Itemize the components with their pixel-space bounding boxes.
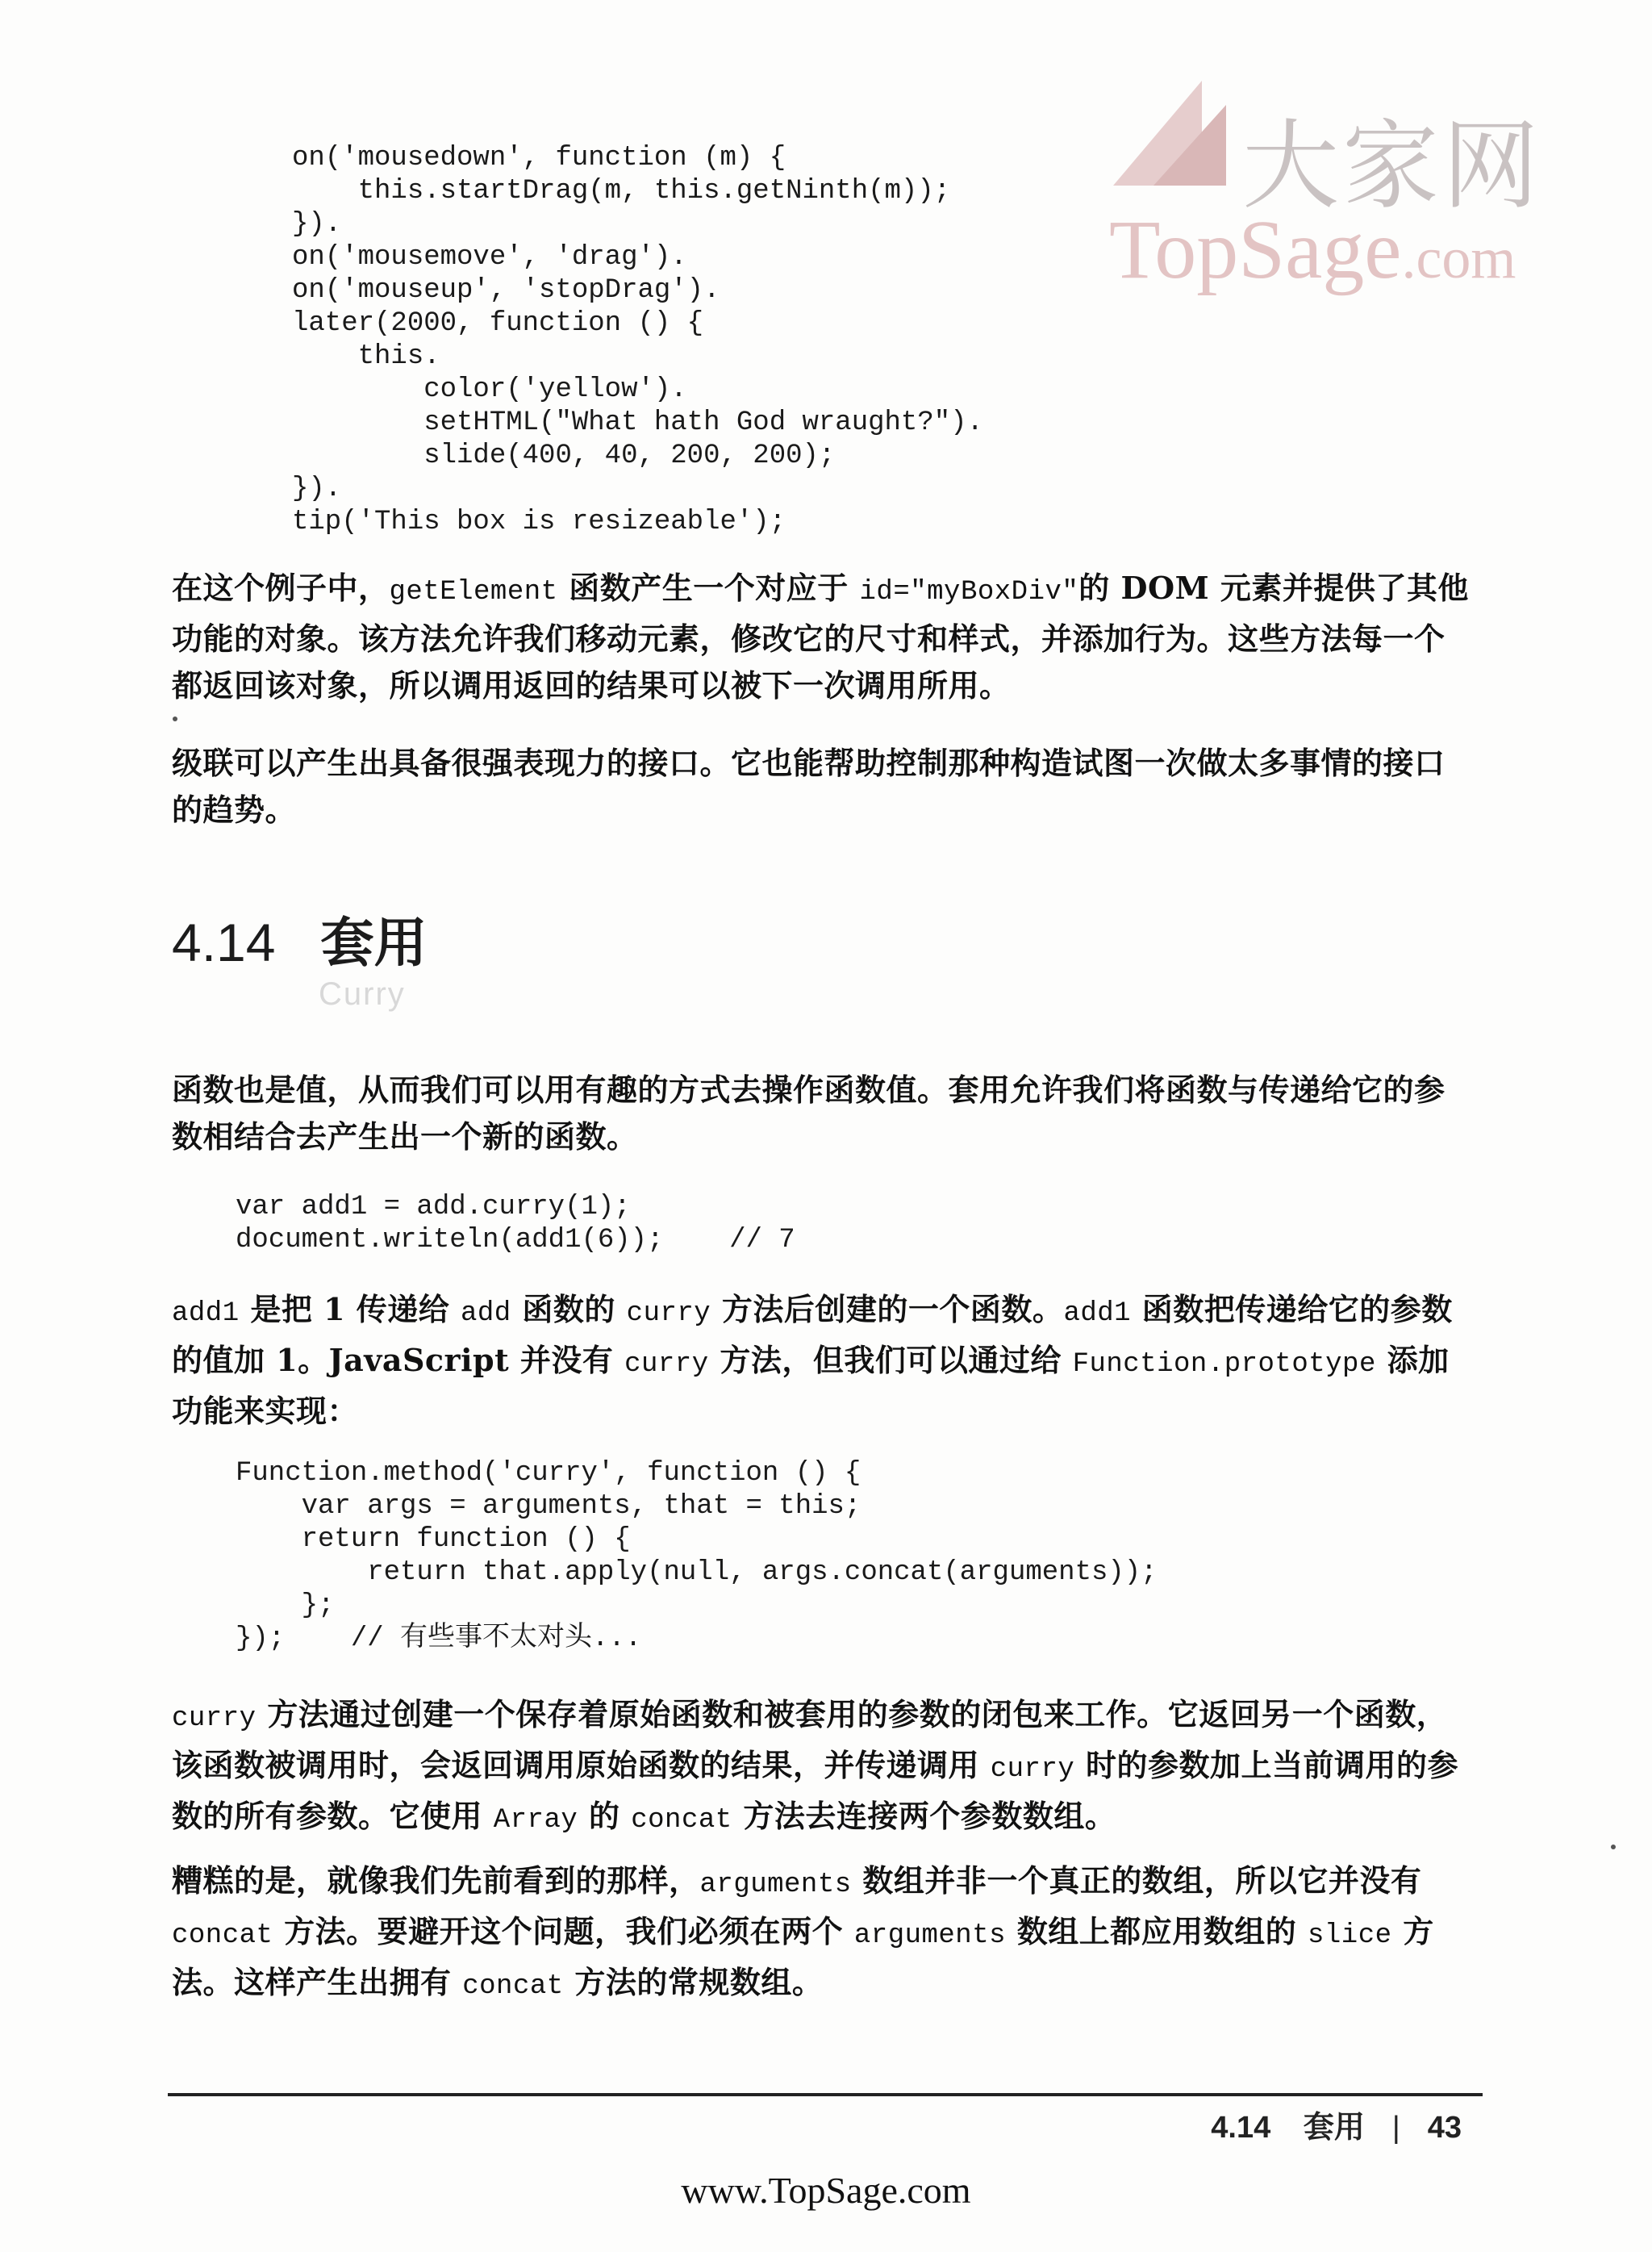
text: 数组并非一个真正的数组，所以它并没有 <box>851 1862 1422 1899</box>
text: 的 <box>578 1798 632 1834</box>
text: 方法，但我们可以通过给 <box>708 1342 1073 1378</box>
inline-code: Function.prototype <box>1072 1349 1376 1380</box>
scan-speck <box>1611 1845 1616 1849</box>
paragraph-curry-intro: 函数也是值，从而我们可以用有趣的方式去操作函数值。套用允许我们将函数与传递给它的参数相结合去产生出一个新的函数。 <box>172 1072 1446 1155</box>
inline-code: arguments <box>853 1920 1007 1951</box>
text: 函数的 <box>511 1291 627 1327</box>
section-heading <box>172 900 427 976</box>
paragraph-curry-explanation <box>172 1691 1471 1844</box>
watermark-logo-icon <box>1105 73 1250 194</box>
inline-code: add1 <box>1063 1298 1132 1329</box>
text: 方法后创建的一个函数。 <box>711 1291 1064 1327</box>
text: 方法。这样产生出拥有 <box>172 1913 1434 2000</box>
inline-code: concat <box>172 1920 273 1951</box>
text: 方法的常规数组。 <box>563 1964 824 2000</box>
inline-code: arguments <box>699 1870 852 1900</box>
inline-code: add1 <box>172 1298 240 1329</box>
paragraph-add1-explanation <box>172 1286 1471 1435</box>
inline-code: curry <box>624 1349 709 1380</box>
footer-section-number: 4.14 <box>1211 2111 1271 2145</box>
watermark-english-text <box>1109 202 1516 298</box>
page-number: 43 <box>1427 2111 1462 2145</box>
text: 方法去连接两个参数数组。 <box>732 1798 1116 1834</box>
watermark-brand: TopSage <box>1109 203 1402 296</box>
inline-code: curry <box>990 1754 1075 1785</box>
text: 在这个例子中， <box>172 570 390 606</box>
text: 数组上都应用数组的 <box>1006 1913 1308 1949</box>
text: 的 DOM 元素并提供了其他功能的对象。该方法允许我们移动元素，修改它的尺寸和样式，并添加行为。这些方法每一个都返回该对象，所以调用返回的结果可以被下一次调用所用。 <box>172 570 1469 704</box>
watermark-chinese-text: 大家网 <box>1242 111 1542 223</box>
text: 糟糕的是，就像我们先前看到的那样， <box>172 1862 700 1899</box>
topsage-watermark <box>1105 56 1589 323</box>
code-block-add1: var add1 = add.curry(1); document.writeln(add1(6)); // 7 <box>236 1192 795 1256</box>
text: 时的参数加上当前调用的参数的所有参数。它使用 <box>172 1747 1458 1834</box>
text: 函数把传递给它的参数的值加 1。JavaScript 并没有 <box>172 1291 1453 1378</box>
paragraph-arguments-problem <box>172 1857 1471 2010</box>
watermark-domain-suffix: .com <box>1401 226 1516 290</box>
inline-code: concat <box>631 1805 732 1836</box>
paragraph-cascade-explanation <box>172 565 1471 709</box>
inline-code: slice <box>1308 1920 1392 1951</box>
inline-code: add <box>460 1298 511 1329</box>
text: 方法通过创建一个保存着原始函数和被套用的参数的闭包来工作。它返回另一个函数，该函数被调用时，会返回调用原始函数的结果，并传递调用 <box>172 1696 1448 1783</box>
text: 函数产生一个对应于 <box>557 570 860 606</box>
inline-code: Array <box>493 1805 578 1836</box>
code-block-curry-method: Function.method('curry', function () { var args = arguments, that = this; return function () { return that.apply(null, args.concat(arguments)); }; }); // 有些事不太对头... <box>236 1458 1158 1654</box>
scan-speck <box>173 717 177 721</box>
text: 方法。要避开这个问题，我们必须在两个 <box>273 1913 854 1949</box>
page-footer <box>1211 2102 1462 2146</box>
section-number: 4.14 <box>172 913 276 972</box>
text: 添加功能来实现： <box>172 1342 1450 1429</box>
footer-separator: | <box>1391 2111 1400 2145</box>
inline-code: id="myBoxDiv" <box>859 577 1079 608</box>
footer-rule <box>168 2093 1483 2096</box>
code-block-cascade: on('mousedown', function (m) { this.startDrag(m, this.getNinth(m)); }). on('mousemove', 'drag'). on('mouseup', 'stopDrag'). later(2000, function () { this. color('yellow'). setHTML("What hath God wraught?"). slide(400, 40, 200, 200); }). tip('This box is resizeable'); <box>292 143 983 537</box>
footer-section-title: 套用 <box>1303 2111 1365 2145</box>
section-subtitle: Curry <box>319 976 406 1012</box>
text: 是把 1 传递给 <box>239 1291 461 1327</box>
inline-code: getElement <box>389 577 558 608</box>
inline-code: curry <box>172 1703 257 1734</box>
inline-code: curry <box>626 1298 711 1329</box>
section-title: 套用 <box>320 913 428 972</box>
inline-code: concat <box>462 1971 564 2002</box>
paragraph-cascade-summary: 级联可以产生出具备很强表现力的接口。它也能帮助控制那种构造试图一次做太多事情的接口的趋势。 <box>172 745 1446 828</box>
site-url: www.TopSage.com <box>681 2170 971 2211</box>
